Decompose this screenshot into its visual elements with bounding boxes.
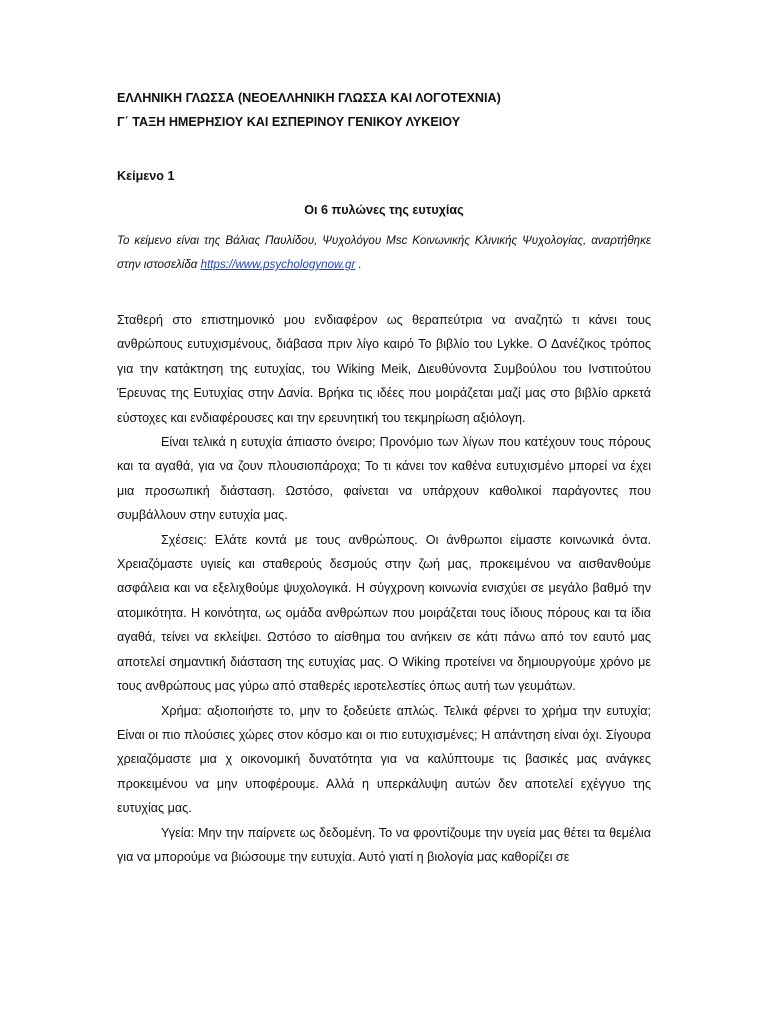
paragraph-4: Χρήμα: αξιοποιήστε το, μην το ξοδεύετε απλώς. Τελικά φέρνει το χρήμα την ευτυχία; Είναι οι πιο πλούσιες χώρες στον κόσμο και οι πιο ευτυχισμένες; Η απάντηση είναι όχι. Σίγουρα χρειαζόμαστε μια χ οικονομική δυνατότητα για να καλύπτουμε τις βασικές μας ανάγκες προκειμένου να μην υποφέρουμε. Αλλά η υπερκάλυψη αυτών δεν αποτελεί εχέγγυο της ευτυχίας μας.: [117, 703, 651, 816]
header-subject: ΕΛΛΗΝΙΚΗ ΓΛΩΣΣΑ (ΝΕΟΕΛΛΗΝΙΚΗ ΓΛΩΣΣΑ ΚΑΙ ΛΟΓΟΤΕΧΝΙΑ): [117, 91, 501, 105]
paragraph-5: Υγεία: Μην την παίρνετε ως δεδομένη. Το να φροντίζουμε την υγεία μας θέτει τα θεμέλια για να μπορούμε να βιώσουμε την ευτυχία. Αυτό γιατί η βιολογία μας καθορίζει σε: [117, 825, 651, 864]
section-label: Κείμενο 1: [117, 169, 175, 183]
source-link[interactable]: https://www.psychologynow.gr: [200, 258, 356, 271]
paragraph-3: Σχέσεις: Ελάτε κοντά με τους ανθρώπους. Οι άνθρωποι είμαστε κοινωνικά όντα. Χρειαζόμαστε υγιείς και σταθερούς δεσμούς στην ζωή μας, προκειμένου να αισθανθούμε ασφάλεια και να εξελιχθούμε ψυχολογικά. Η σύγχρονη κοινωνία ενισχύει σε μεγάλο βαθμό την ατομικότητα. Η κοινότητα, ως ομάδα ανθρώπων που μοιράζεται τους ίδιους πόρους και τα ίδια αγαθά, τείνει να εκλείψει. Ωστόσο το αίσθημα του ανήκειν σε κάτι πάνω από τον εαυτό μας αποτελεί σημαντική διάσταση της ευτυχίας μας. Ο Wiking προτείνει να δημιουργούμε χρόνο με τους ανθρώπους μας γύρω από σταθερές ιεροτελεστίες όπως αυτή των γευμάτων.: [117, 532, 651, 694]
paragraph-1: Σταθερή στο επιστημονικό μου ενδιαφέρον ως θεραπεύτρια να αναζητώ τι κάνει τους ανθρώπους ευτυχισμένους, διάβασα πριν λίγο καιρό Το βιβλίο του Lykke. Ο Δανέζικος τρόπος για την κατάκτηση της ευτυχίας, του Wiking Meik, Διευθύνοντα Συμβούλου του Ινστιτούτου Έρευνας της Ευτυχίας στην Δανία. Βρήκα τις ιδέες που μοιράζεται μαζί μας στο βιβλίο αρκετά εύστοχες και ενδιαφέρουσες και την ερευνητική του τεκμηρίωση αξιόλογη.: [117, 313, 651, 425]
source-text: Το κείμενο είναι της Βάλιας Παυλίδου, Ψυχολόγου Msc Κοινωνικής Κλινικής Ψυχολογίας, αναρτήθηκε στην ιστοσελίδα: [117, 234, 651, 271]
source-end: .: [358, 258, 362, 271]
source-note: [117, 229, 651, 277]
document-header: [117, 86, 501, 134]
text-body: [117, 308, 651, 869]
header-class: Γ΄ ΤΑΞΗ ΗΜΕΡΗΣΙΟΥ ΚΑΙ ΕΣΠΕΡΙΝΟΥ ΓΕΝΙΚΟΥ ΛΥΚΕΙΟΥ: [117, 115, 461, 129]
text-title: Οι 6 πυλώνες της ευτυχίας: [304, 203, 464, 217]
paragraph-2: Είναι τελικά η ευτυχία άπιαστο όνειρο; Προνόμιο των λίγων που κατέχουν τους πόρους και τα αγαθά, για να ζουν πλουσιοπάροχα; Το τι κάνει τον καθένα ευτυχισμένο μπορεί να έχει μια προσωπική διάσταση. Ωστόσο, φαίνεται να υπάρχουν καθολικοί παράγοντες που συμβάλλουν στην ευτυχία μας.: [117, 435, 651, 523]
